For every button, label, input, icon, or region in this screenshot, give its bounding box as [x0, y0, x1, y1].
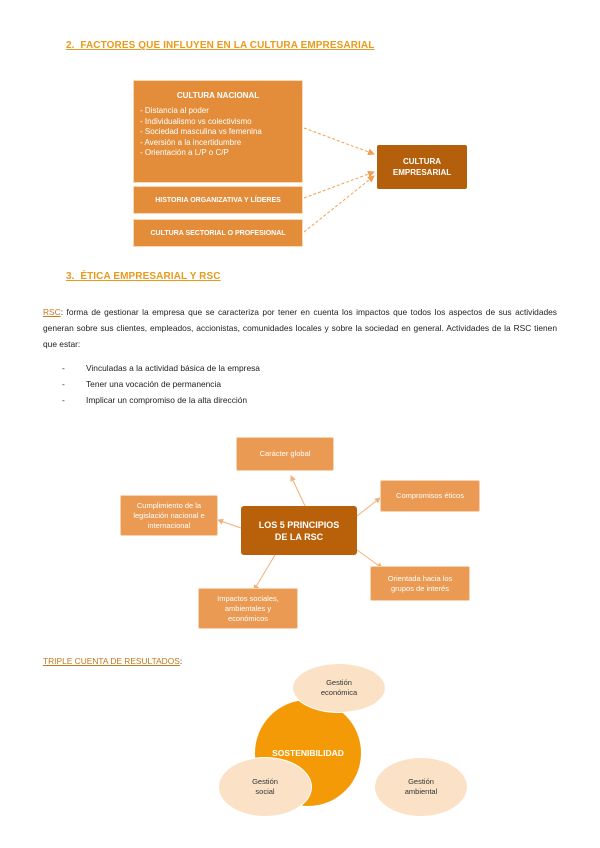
- triple-label: TRIPLE CUENTA DE RESULTADOS: [43, 656, 180, 666]
- gestion-social: [218, 757, 312, 817]
- principio-compromisos-eticos: [380, 480, 480, 512]
- ellipse-label: Gestión social: [252, 777, 278, 796]
- list-item: - Implicar un compromiso de la alta dirección: [62, 395, 248, 405]
- triple-colon: :: [179, 656, 183, 666]
- historia-label: HISTORIA ORGANIZATIVA Y LÍDERES: [155, 196, 281, 204]
- section-2-title: FACTORES QUE INFLUYEN EN LA CULTURA EMPRESARIAL: [80, 40, 375, 51]
- list-item: - Individualismo vs colectivismo: [140, 116, 252, 126]
- principio-caracter-global: [236, 437, 334, 471]
- list-item: - Orientación a L/P o C/P: [140, 148, 229, 157]
- list-item: - Tener una vocación de permanencia: [62, 379, 222, 389]
- principio-grupos-interes: [370, 566, 470, 601]
- node-label: Cumplimiento de la legislación nacional e internacional: [133, 500, 205, 530]
- principios-center: [241, 506, 357, 555]
- node-label: Compromisos éticos: [396, 491, 464, 500]
- principio-legislacion: [120, 495, 218, 536]
- triple-heading: [43, 656, 182, 666]
- node-label: Carácter global: [259, 449, 311, 458]
- ellipse-label: Gestión ambiental: [404, 777, 438, 796]
- node-label: Orientada hacia los grupos de interés: [387, 573, 453, 593]
- sostenibilidad-label: SOSTENIBILIDAD: [272, 748, 344, 758]
- principios-center-label: LOS 5 PRINCIPIOS DE LA RSC: [258, 519, 340, 542]
- list-item: - Distancia al poder: [140, 106, 209, 115]
- ellipse-label: Gestión económica: [320, 678, 358, 697]
- section-3-title: ÉTICA EMPRESARIAL Y RSC: [80, 271, 221, 282]
- rsc-definition: : forma de gestionar la empresa que se caracteriza por tener en cuenta los impactos que todos los aspectos de sus actividades generan sobre sus clientes, empleados, accionistas, comunidades locales y sobre la sociedad en general. Actividades de la RSC tienen que estar:: [43, 307, 557, 349]
- list-item-text: Tener una vocación de permanencia: [86, 379, 222, 389]
- section-2-number: 2.: [66, 40, 75, 51]
- cultura-nacional-title: CULTURA NACIONAL: [176, 91, 260, 100]
- list-item: - Sociedad masculina vs femenina: [140, 127, 262, 136]
- list-item: - Aversión a la incertidumbre: [140, 137, 242, 147]
- node-label: Impactos sociales, ambientales y económicos: [217, 593, 279, 623]
- list-item-text: Implicar un compromiso de la alta dirección: [86, 395, 248, 405]
- section-3-number: 3.: [66, 271, 75, 282]
- list-item: - Vinculadas a la actividad básica de la empresa: [62, 363, 260, 373]
- cultura-empresarial-label: CULTURA EMPRESARIAL: [392, 157, 452, 177]
- principio-impactos: [198, 588, 298, 629]
- list-item-text: Vinculadas a la actividad básica de la empresa: [86, 363, 260, 373]
- rsc-term: RSC: [43, 307, 61, 317]
- gestion-ambiental: [374, 757, 468, 817]
- gestion-economica: [292, 663, 386, 713]
- sectorial-label: CULTURA SECTORIAL O PROFESIONAL: [150, 229, 286, 237]
